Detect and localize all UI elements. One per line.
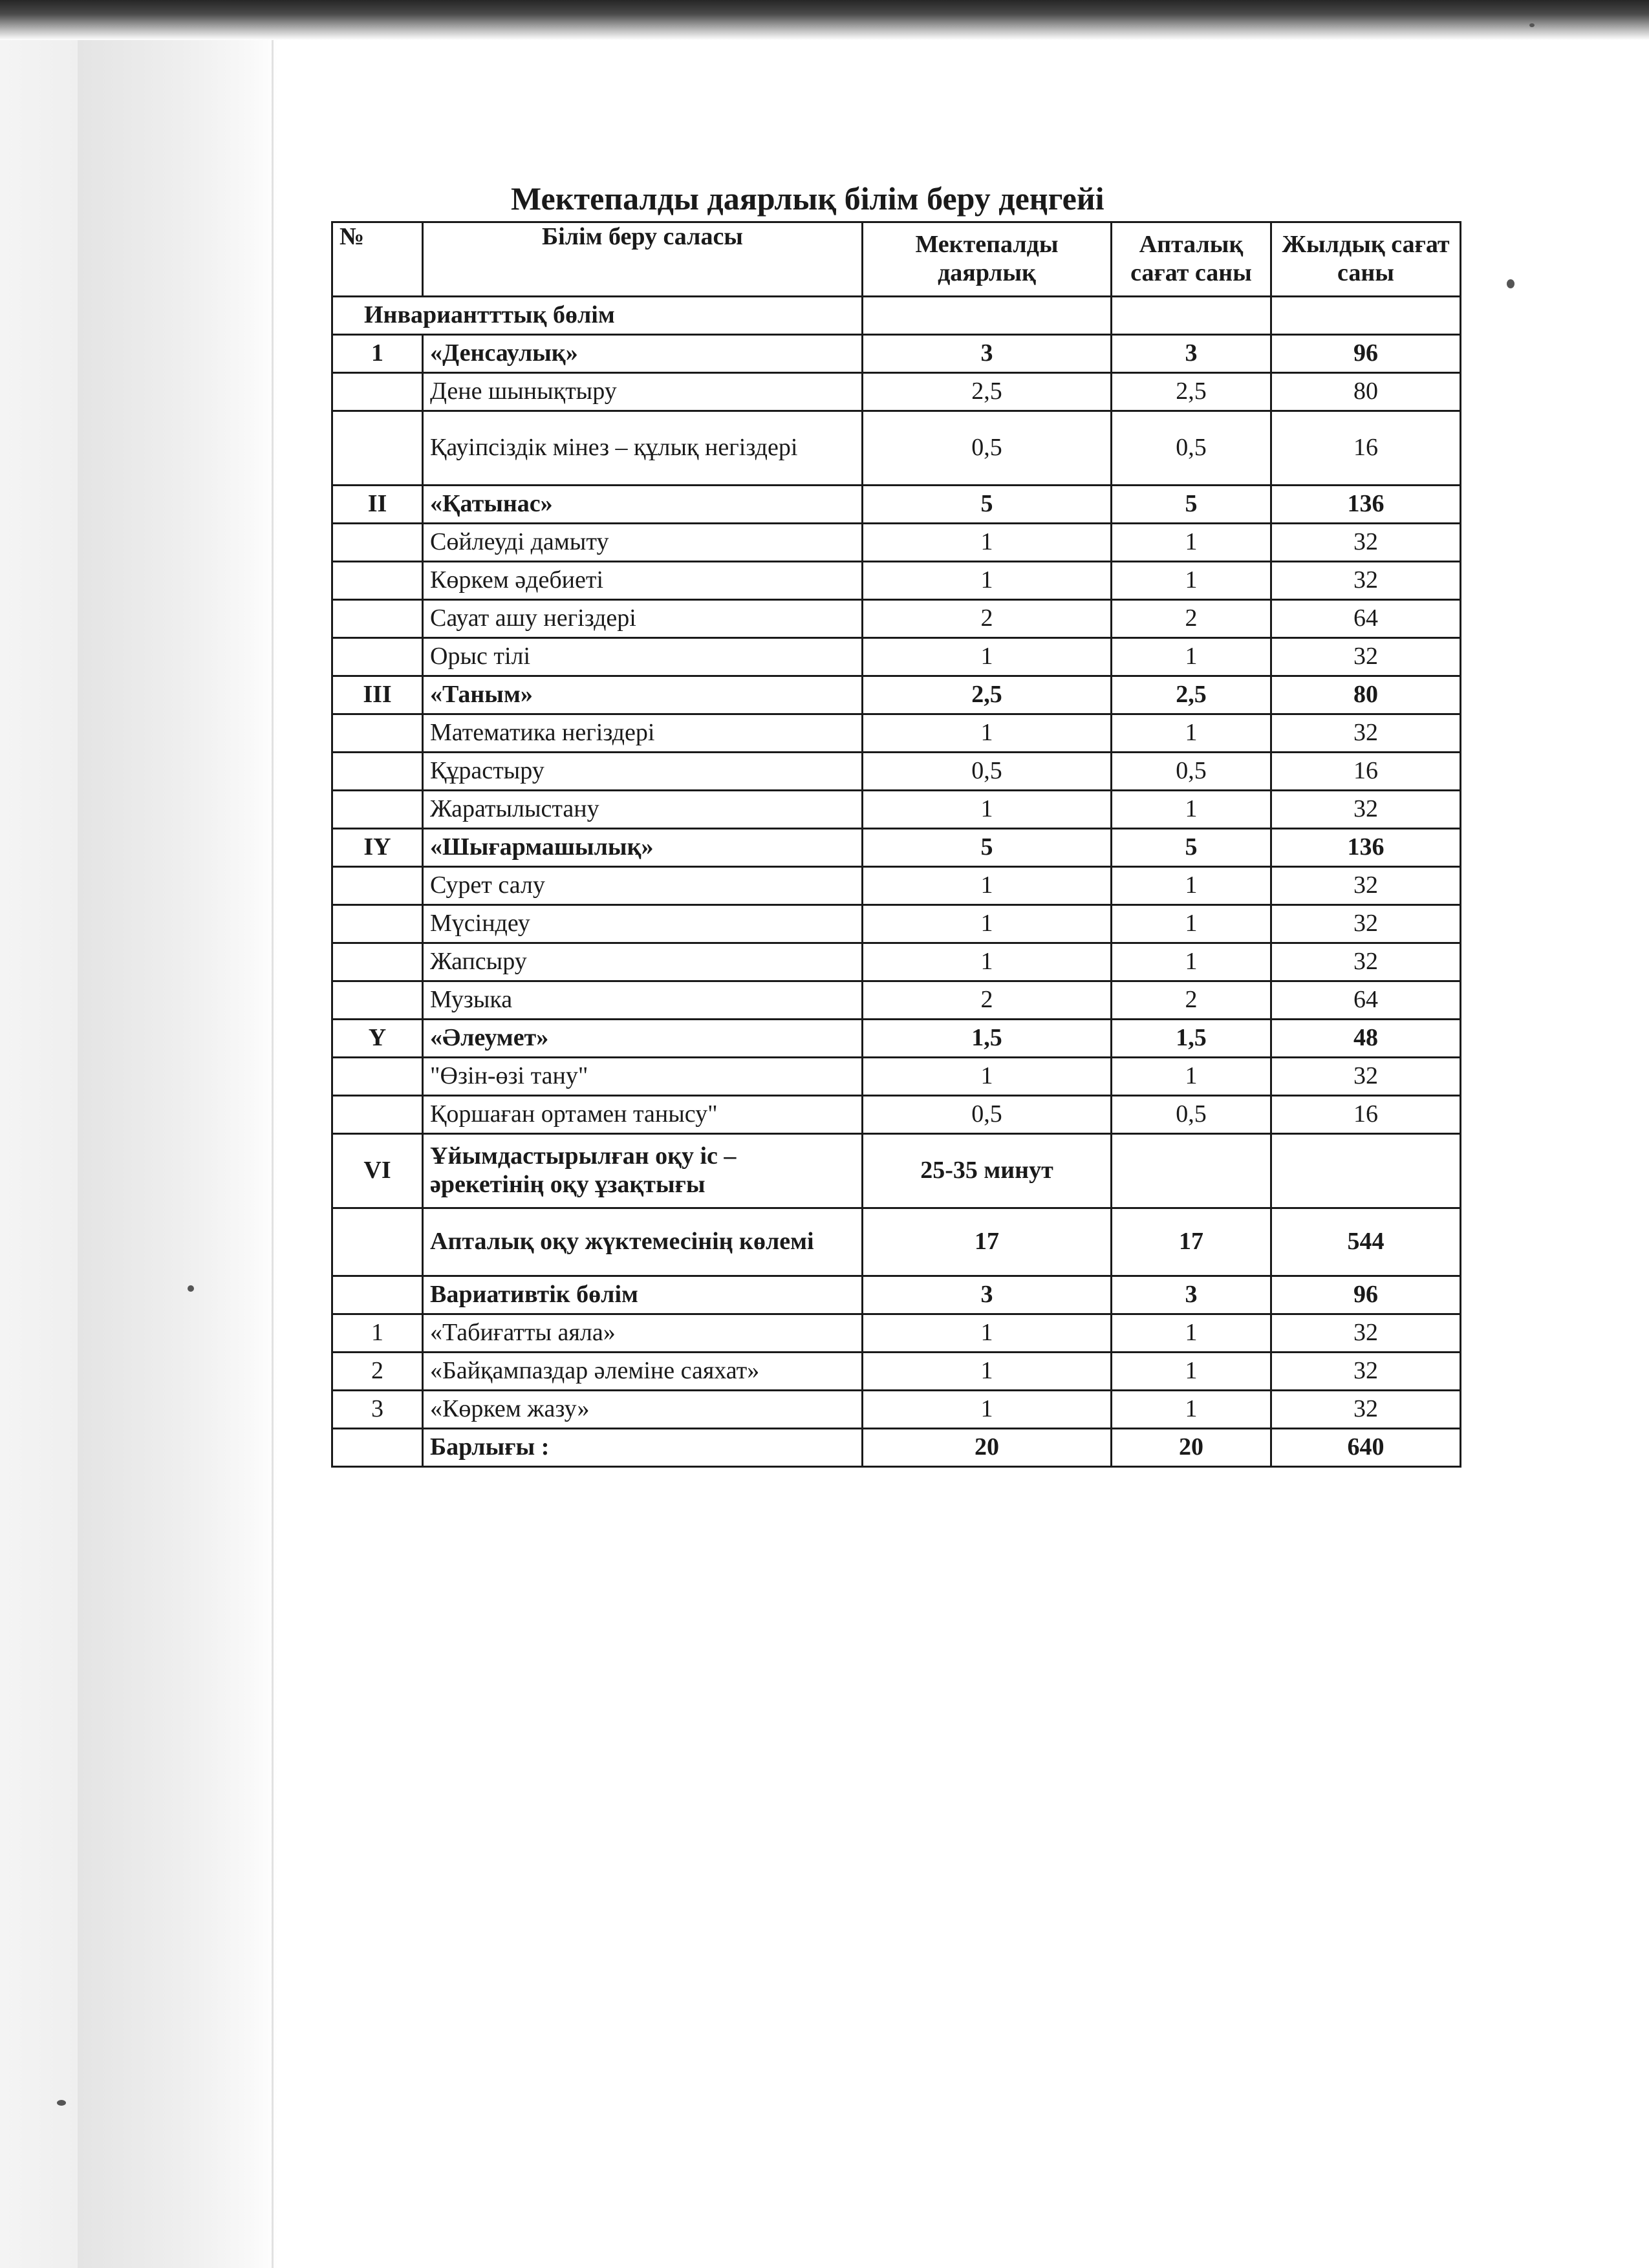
- row-weekly-value: 1: [1112, 1353, 1271, 1391]
- row-yearly-value: 48: [1271, 1020, 1461, 1058]
- row-name: Құрастыру: [423, 753, 863, 791]
- row-weekly-value: [1112, 1134, 1271, 1208]
- row-yearly-value: 136: [1271, 486, 1461, 524]
- table-row: [332, 524, 1461, 562]
- row-yearly-value: 544: [1271, 1208, 1461, 1276]
- row-weekly-value: 0,5: [1112, 411, 1271, 486]
- header-yearly: Жылдық сағат саны: [1271, 222, 1461, 297]
- table-row: [332, 981, 1461, 1020]
- row-name: «Көркем жазу»: [423, 1391, 863, 1429]
- row-prep-value: 1: [863, 791, 1112, 829]
- row-name: «Шығармашылық»: [423, 829, 863, 867]
- row-prep-value: 1: [863, 867, 1112, 905]
- row-number: [332, 791, 423, 829]
- row-weekly-value: 2: [1112, 981, 1271, 1020]
- row-weekly-value: 1: [1112, 562, 1271, 600]
- row-name: Мүсіндеу: [423, 905, 863, 943]
- row-weekly-value: 0,5: [1112, 753, 1271, 791]
- row-weekly-value: 1: [1112, 1391, 1271, 1429]
- header-weekly: Апталық сағат саны: [1112, 222, 1271, 297]
- header-row: [332, 222, 1461, 297]
- row-weekly-value: 1: [1112, 1058, 1271, 1096]
- row-prep-value: 1,5: [863, 1020, 1112, 1058]
- row-weekly-value: 17: [1112, 1208, 1271, 1276]
- table-row: [332, 714, 1461, 753]
- row-number: [332, 1058, 423, 1096]
- row-yearly-value: 32: [1271, 867, 1461, 905]
- table-row: [332, 676, 1461, 714]
- table-row: [332, 1096, 1461, 1134]
- row-number: 3: [332, 1391, 423, 1429]
- row-name: «Табиғатты аяла»: [423, 1314, 863, 1353]
- row-yearly-value: 96: [1271, 1276, 1461, 1314]
- row-weekly-value: 2,5: [1112, 373, 1271, 411]
- document-title: Мектепалды даярлық білім беру деңгейі: [511, 180, 1105, 217]
- row-prep-value: 1: [863, 1314, 1112, 1353]
- row-weekly-value: 1: [1112, 524, 1271, 562]
- row-yearly-value: 32: [1271, 1391, 1461, 1429]
- page-fold-shadow: [78, 26, 278, 2268]
- header-num: №: [332, 222, 423, 297]
- row-number: [332, 600, 423, 638]
- row-yearly-value: 96: [1271, 335, 1461, 373]
- row-prep-value: 17: [863, 1208, 1112, 1276]
- row-number: [332, 714, 423, 753]
- row-weekly-value: 1: [1112, 905, 1271, 943]
- row-name: «Әлеумет»: [423, 1020, 863, 1058]
- scan-speck: [1507, 279, 1514, 288]
- row-weekly-value: 1: [1112, 943, 1271, 981]
- row-number: 2: [332, 1353, 423, 1391]
- row-yearly-value: 32: [1271, 562, 1461, 600]
- table-row: [332, 1020, 1461, 1058]
- row-number: [332, 373, 423, 411]
- row-weekly-value: 2,5: [1112, 676, 1271, 714]
- invariant-label: Инвариантттық бөлім: [332, 297, 863, 335]
- row-name: Сауат ашу негіздері: [423, 600, 863, 638]
- table-row: [332, 753, 1461, 791]
- row-prep-value: 3: [863, 335, 1112, 373]
- row-name: Қауіпсіздік мінез – құлық негіздері: [423, 411, 863, 486]
- row-yearly-value: 16: [1271, 1096, 1461, 1134]
- row-weekly-value: 1: [1112, 867, 1271, 905]
- header-prep: Мектепалды даярлық: [863, 222, 1112, 297]
- table-row: [332, 373, 1461, 411]
- table-row: [332, 1391, 1461, 1429]
- row-name: Ұйымдастырылған оқу іс – әрекетінің оқу ұзақтығы: [423, 1134, 863, 1208]
- row-yearly-value: 32: [1271, 638, 1461, 676]
- row-yearly-value: 32: [1271, 714, 1461, 753]
- row-number: [332, 411, 423, 486]
- table-row: [332, 1134, 1461, 1208]
- row-number: Y: [332, 1020, 423, 1058]
- page-edge-line: [272, 26, 274, 2268]
- row-yearly-value: 136: [1271, 829, 1461, 867]
- scan-speck: [188, 1285, 194, 1292]
- row-prep-value: 0,5: [863, 753, 1112, 791]
- row-name: «Таным»: [423, 676, 863, 714]
- row-number: [332, 1208, 423, 1276]
- scan-speck: [57, 2100, 66, 2106]
- curriculum-table: [331, 221, 1461, 1468]
- row-weekly-value: 5: [1112, 829, 1271, 867]
- row-weekly-value: 1: [1112, 791, 1271, 829]
- row-number: [332, 753, 423, 791]
- row-weekly-value: 2: [1112, 600, 1271, 638]
- row-name: «Денсаулық»: [423, 335, 863, 373]
- table-row: [332, 638, 1461, 676]
- row-prep-value: 1: [863, 714, 1112, 753]
- row-number: [332, 943, 423, 981]
- row-prep-value: 1: [863, 562, 1112, 600]
- table-row: [332, 943, 1461, 981]
- row-name: Вариативтік бөлім: [423, 1276, 863, 1314]
- row-yearly-value: 640: [1271, 1429, 1461, 1467]
- row-name: Апталық оқу жүктемесінің көлемі: [423, 1208, 863, 1276]
- row-name: Жапсыру: [423, 943, 863, 981]
- row-prep-value: 1: [863, 1391, 1112, 1429]
- row-prep-value: 1: [863, 1353, 1112, 1391]
- row-name: "Өзін-өзі тану": [423, 1058, 863, 1096]
- table-row: [332, 905, 1461, 943]
- row-weekly-value: 1: [1112, 1314, 1271, 1353]
- row-prep-value: 0,5: [863, 1096, 1112, 1134]
- row-weekly-value: 1: [1112, 714, 1271, 753]
- row-prep-value: 20: [863, 1429, 1112, 1467]
- row-prep-value: 5: [863, 829, 1112, 867]
- row-weekly-value: 3: [1112, 1276, 1271, 1314]
- row-name: Сурет салу: [423, 867, 863, 905]
- row-prep-value: 1: [863, 943, 1112, 981]
- row-number: [332, 1096, 423, 1134]
- row-name: Көркем әдебиеті: [423, 562, 863, 600]
- row-name: Жаратылыстану: [423, 791, 863, 829]
- row-prep-value: 2,5: [863, 676, 1112, 714]
- header-area: Білім беру саласы: [423, 222, 863, 297]
- row-yearly-value: 32: [1271, 1314, 1461, 1353]
- row-number: [332, 1429, 423, 1467]
- invariant-section-row: [332, 297, 1461, 335]
- table-row: [332, 867, 1461, 905]
- row-name: Музыка: [423, 981, 863, 1020]
- row-prep-value: 1: [863, 905, 1112, 943]
- row-weekly-value: 20: [1112, 1429, 1271, 1467]
- table-row: [332, 1314, 1461, 1353]
- row-weekly-value: 1: [1112, 638, 1271, 676]
- row-prep-value: 2,5: [863, 373, 1112, 411]
- row-name: Қоршаған ортамен танысу": [423, 1096, 863, 1134]
- row-name: Дене шынықтыру: [423, 373, 863, 411]
- row-yearly-value: [1271, 1134, 1461, 1208]
- row-prep-value: 3: [863, 1276, 1112, 1314]
- row-number: VI: [332, 1134, 423, 1208]
- row-yearly-value: 64: [1271, 600, 1461, 638]
- scan-speck: [1529, 23, 1535, 27]
- row-yearly-value: 16: [1271, 753, 1461, 791]
- scan-top-shadow: [0, 0, 1649, 40]
- row-number: [332, 905, 423, 943]
- row-prep-value: 25-35 минут: [863, 1134, 1112, 1208]
- row-number: 1: [332, 1314, 423, 1353]
- row-prep-value: 2: [863, 981, 1112, 1020]
- row-prep-value: 1: [863, 524, 1112, 562]
- table-row: [332, 1058, 1461, 1096]
- cell-empty: [863, 297, 1112, 335]
- cell-empty: [1112, 297, 1271, 335]
- table-row: [332, 600, 1461, 638]
- row-number: [332, 1276, 423, 1314]
- row-name: «Байқампаздар әлеміне саяхат»: [423, 1353, 863, 1391]
- row-yearly-value: 32: [1271, 943, 1461, 981]
- row-yearly-value: 32: [1271, 905, 1461, 943]
- row-yearly-value: 80: [1271, 676, 1461, 714]
- table-row: [332, 486, 1461, 524]
- table-row: [332, 562, 1461, 600]
- row-number: 1: [332, 335, 423, 373]
- cell-empty: [1271, 297, 1461, 335]
- table-row: [332, 335, 1461, 373]
- table-row: [332, 791, 1461, 829]
- row-number: IY: [332, 829, 423, 867]
- row-number: [332, 867, 423, 905]
- table-row: [332, 1353, 1461, 1391]
- table-row: [332, 829, 1461, 867]
- table-row: [332, 1276, 1461, 1314]
- row-weekly-value: 5: [1112, 486, 1271, 524]
- row-number: [332, 638, 423, 676]
- row-name: Математика негіздері: [423, 714, 863, 753]
- row-prep-value: 5: [863, 486, 1112, 524]
- row-prep-value: 1: [863, 638, 1112, 676]
- row-number: II: [332, 486, 423, 524]
- row-weekly-value: 1,5: [1112, 1020, 1271, 1058]
- row-name: Барлығы :: [423, 1429, 863, 1467]
- row-number: III: [332, 676, 423, 714]
- row-yearly-value: 16: [1271, 411, 1461, 486]
- row-name: «Қатынас»: [423, 486, 863, 524]
- row-number: [332, 562, 423, 600]
- row-prep-value: 1: [863, 1058, 1112, 1096]
- row-weekly-value: 0,5: [1112, 1096, 1271, 1134]
- row-prep-value: 0,5: [863, 411, 1112, 486]
- row-yearly-value: 64: [1271, 981, 1461, 1020]
- row-yearly-value: 80: [1271, 373, 1461, 411]
- row-prep-value: 2: [863, 600, 1112, 638]
- table-row: [332, 1429, 1461, 1467]
- row-name: Сөйлеуді дамыту: [423, 524, 863, 562]
- row-number: [332, 981, 423, 1020]
- table-row: [332, 1208, 1461, 1276]
- table-row: [332, 411, 1461, 486]
- row-yearly-value: 32: [1271, 524, 1461, 562]
- row-weekly-value: 3: [1112, 335, 1271, 373]
- row-yearly-value: 32: [1271, 791, 1461, 829]
- row-name: Орыс тілі: [423, 638, 863, 676]
- row-yearly-value: 32: [1271, 1058, 1461, 1096]
- row-number: [332, 524, 423, 562]
- row-yearly-value: 32: [1271, 1353, 1461, 1391]
